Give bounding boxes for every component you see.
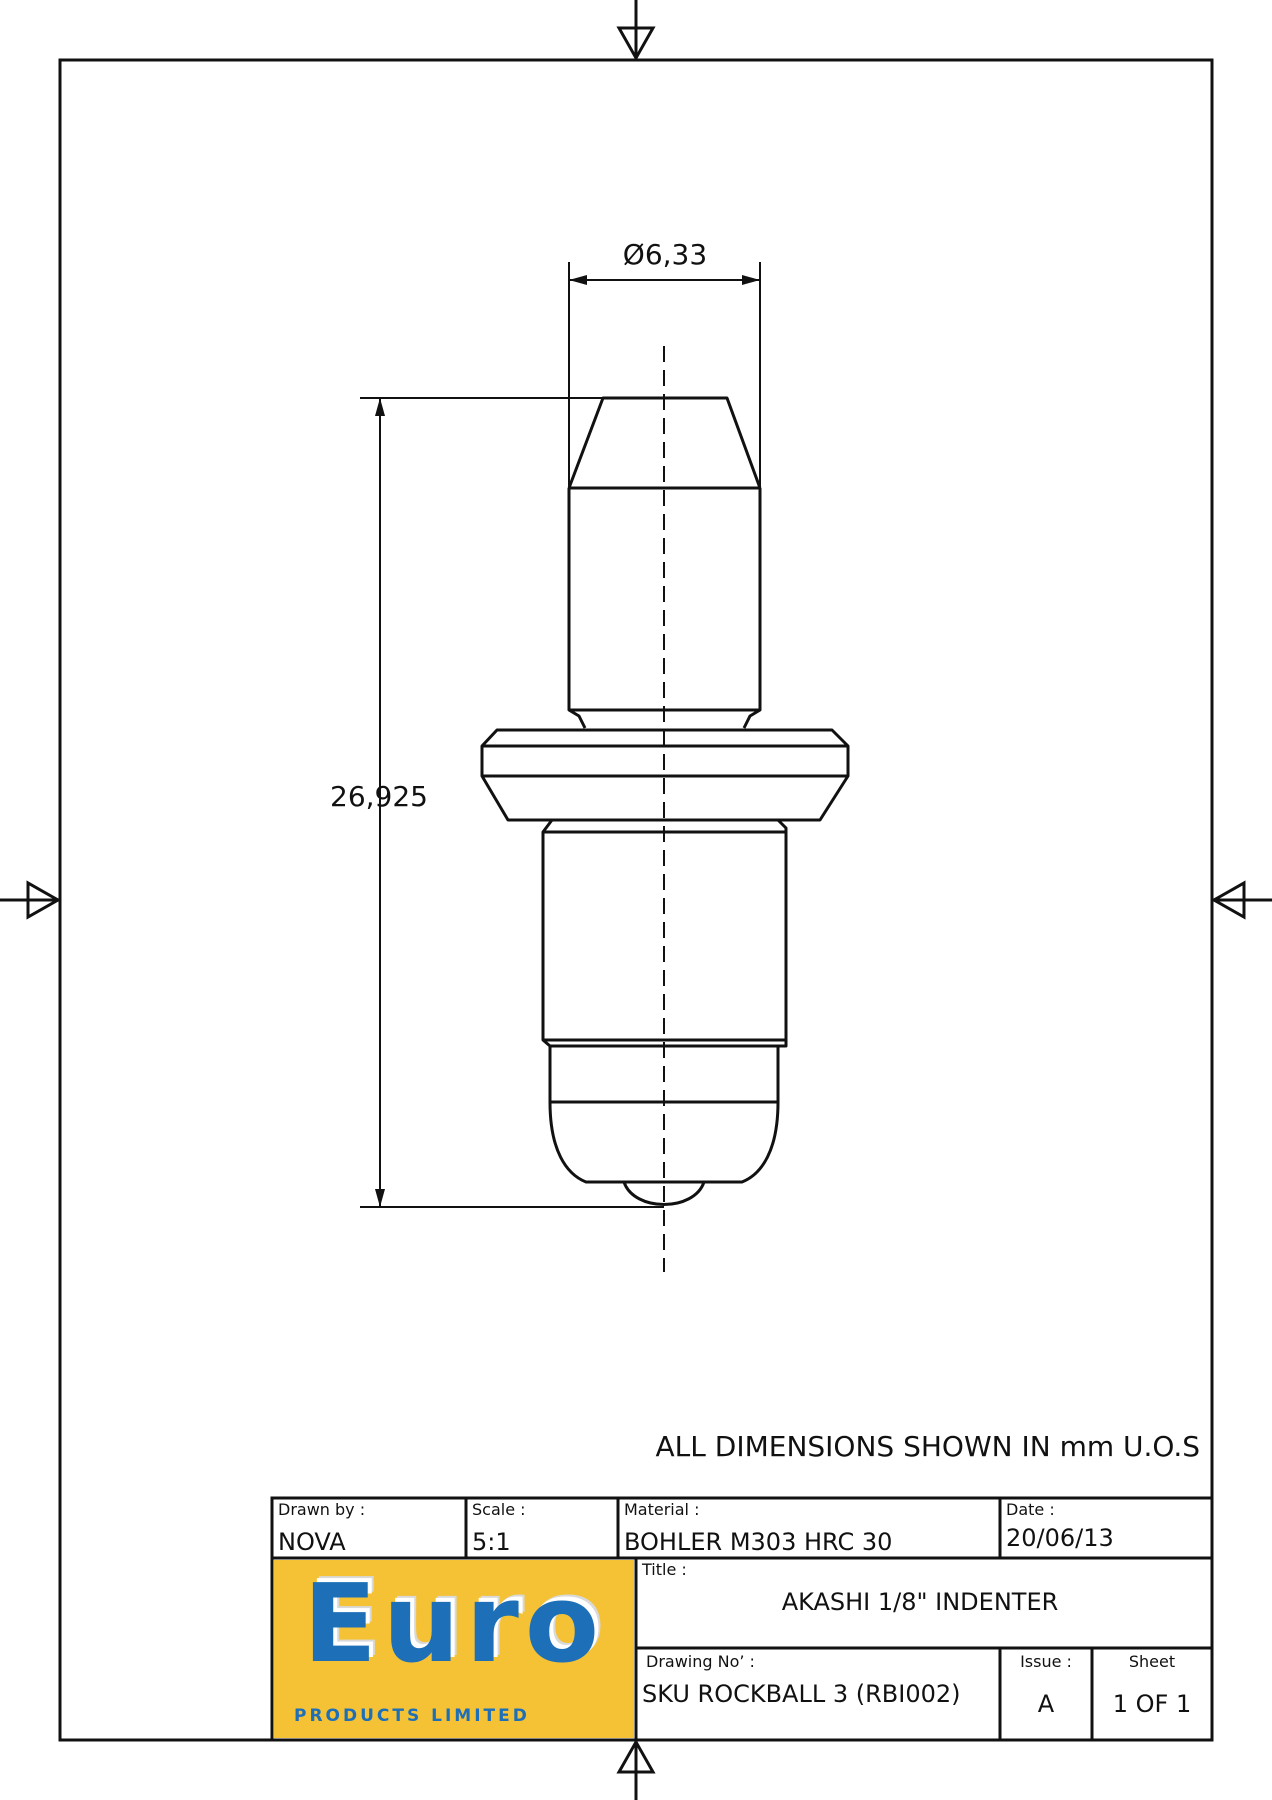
date-label: Date :: [1006, 1500, 1055, 1519]
title-value: AKASHI 1/8" INDENTER: [781, 1588, 1059, 1616]
logo-brand: Euro: [302, 1562, 606, 1687]
scale-value: 5:1: [472, 1528, 511, 1556]
material-label: Material :: [624, 1500, 700, 1519]
length-label: 26,925: [330, 780, 428, 813]
sheet-label: Sheet: [1128, 1652, 1176, 1671]
issue-label: Issue :: [1020, 1652, 1072, 1671]
date-value: 20/06/13: [1006, 1524, 1114, 1552]
scale-label: Scale :: [472, 1500, 526, 1519]
center-mark-top: [619, 0, 653, 60]
drawing-no-value: SKU ROCKBALL 3 (RBI002): [642, 1680, 961, 1708]
drawing-no-label: Drawing No’ :: [646, 1652, 755, 1671]
center-mark-left: [0, 883, 60, 917]
center-mark-bottom: [619, 1740, 653, 1800]
title-label: Title :: [642, 1560, 687, 1579]
center-mark-right: [1212, 883, 1272, 917]
sheet-border: [60, 60, 1212, 1740]
material-value: BOHLER M303 HRC 30: [624, 1528, 893, 1556]
company-logo: [274, 1560, 634, 1738]
diameter-label: Ø6,33: [622, 238, 708, 271]
drawn-by-label: Drawn by :: [278, 1500, 366, 1519]
logo-tagline: PRODUCTS LIMITED: [294, 1706, 530, 1726]
dimensions-note: ALL DIMENSIONS SHOWN IN mm U.O.S: [655, 1430, 1200, 1463]
sheet-value: 1 OF 1: [1112, 1690, 1192, 1718]
drawn-by-value: NOVA: [278, 1528, 346, 1556]
issue-value: A: [1037, 1690, 1055, 1718]
